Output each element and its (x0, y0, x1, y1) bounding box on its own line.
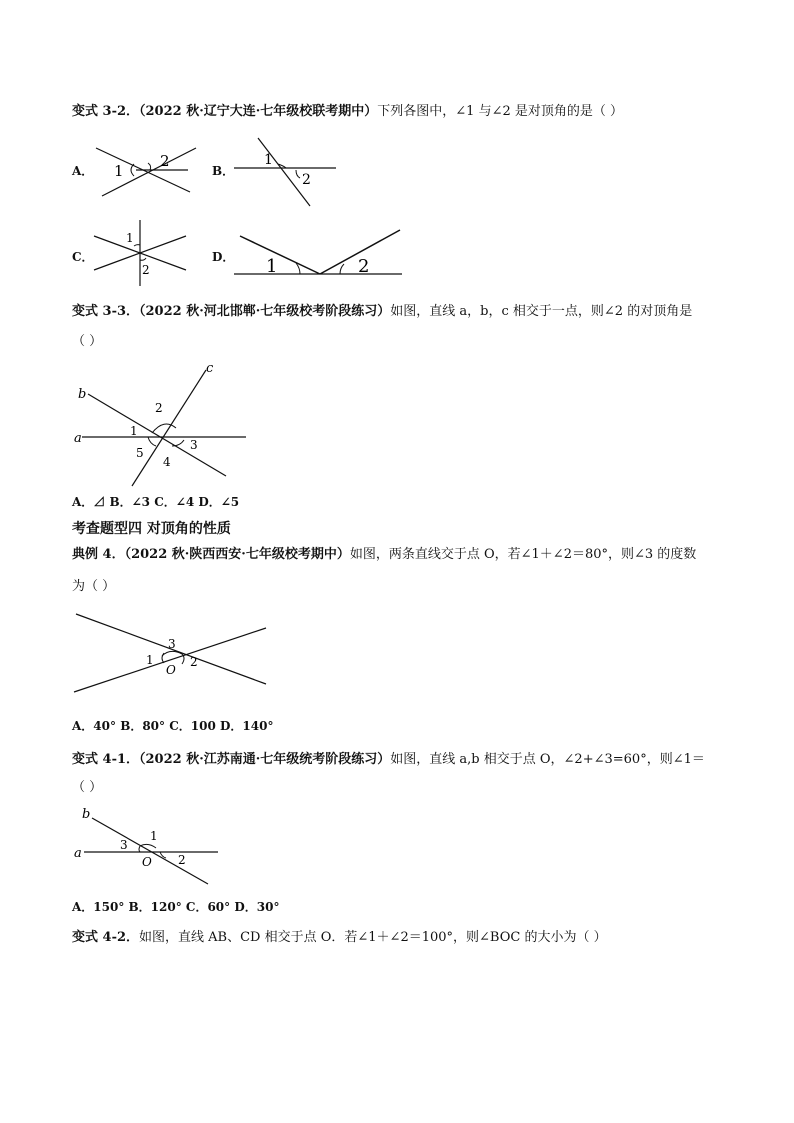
line-b-label: b (78, 387, 87, 402)
angle-1-label: 1 (150, 829, 158, 843)
angle-1-label: 1 (130, 424, 138, 438)
example-4-stem-continued: 为（ ） (72, 579, 116, 594)
question-4-1-stem (72, 751, 705, 769)
question-source: （2022 秋·陕西西安·七年级校考期中） (124, 547, 350, 562)
figure-option-b (230, 136, 340, 208)
point-o-label: O (166, 663, 176, 677)
question-3-3-stem (72, 303, 692, 321)
option-d-label: D． (212, 250, 235, 264)
question-source: （2022 秋·辽宁大连·七年级校联考期中） (139, 104, 378, 119)
option-a-label: A． (72, 164, 94, 178)
angle-2-label: 2 (358, 256, 370, 277)
angle-1-label: 1 (146, 653, 154, 667)
question-4-1-choices: A．150° B．120° C．60° D．30° (72, 900, 280, 914)
question-3-3-paren: （ ） (72, 334, 103, 349)
example-4-choices: A．40° B．80° C．100 D．140° (72, 719, 274, 733)
question-label: 变式 3-2． (72, 104, 140, 119)
angle-1-label: 1 (114, 162, 124, 180)
question-4-2-stem (72, 929, 607, 947)
example-4-stem (72, 546, 696, 564)
question-3-2-stem (72, 103, 623, 121)
angle-2-label: 2 (178, 853, 186, 867)
angle-1-label: 1 (264, 152, 273, 168)
angle-1-label: 1 (266, 256, 278, 277)
option-c-label: C． (72, 250, 94, 264)
angle-2-label: 2 (155, 401, 163, 415)
angle-5-label: 5 (136, 446, 144, 460)
line-a-label: a (74, 846, 82, 861)
question-text: 如图，直线 a,b 相交于点 O，∠2+∠3=60°，则∠1＝ (390, 752, 705, 767)
line-b-label: b (82, 807, 91, 822)
option-b-label: B． (212, 164, 235, 178)
question-text: 如图，直线 a，b，c 相交于一点，则∠2 的对顶角是 (390, 304, 693, 319)
figure-option-d (232, 226, 404, 278)
figure-question-3-3 (68, 360, 253, 490)
question-text: 如图，两条直线交于点 O，若∠1＋∠2＝80°，则∠3 的度数 (349, 547, 697, 562)
angle-1-label: 1 (126, 231, 134, 245)
angle-2-label: 2 (142, 263, 150, 277)
angle-2-label: 2 (302, 172, 311, 188)
line-a-label: a (74, 431, 82, 446)
figure-question-4-1 (68, 802, 223, 892)
question-text: 下列各图中，∠1 与∠2 是对顶角的是（ ） (377, 104, 624, 119)
section-heading: 考查题型四 对顶角的性质 (72, 521, 231, 537)
figure-option-a (90, 140, 200, 202)
angle-2-label: 2 (190, 655, 198, 669)
angle-3-label: 3 (190, 438, 198, 452)
angle-3-label: 3 (120, 838, 128, 852)
question-4-1-paren: （ ） (72, 780, 103, 795)
question-text: 如图，直线 AB、CD 相交于点 O．若∠1＋∠2＝100°，则∠BOC 的大小为（ ） (139, 930, 607, 945)
question-label: 变式 3-3． (72, 304, 140, 319)
question-label: 变式 4-1． (72, 752, 140, 767)
angle-4-label: 4 (163, 455, 171, 469)
question-source: （2022 秋·河北邯郸·七年级校考阶段练习） (139, 304, 391, 319)
angle-2-label: 2 (160, 152, 170, 170)
question-label: 典例 4． (72, 547, 125, 562)
question-3-3-choices: A．⊿ B．∠3 C．∠4 D．∠5 (72, 495, 240, 509)
figure-example-4 (72, 610, 272, 700)
angle-3-label: 3 (168, 637, 176, 651)
question-source: （2022 秋·江苏南通·七年级统考阶段练习） (139, 752, 391, 767)
question-label: 变式 4-2． (72, 930, 140, 945)
point-o-label: O (142, 855, 152, 869)
figure-option-c (90, 218, 190, 288)
line-c-label: c (206, 361, 214, 376)
